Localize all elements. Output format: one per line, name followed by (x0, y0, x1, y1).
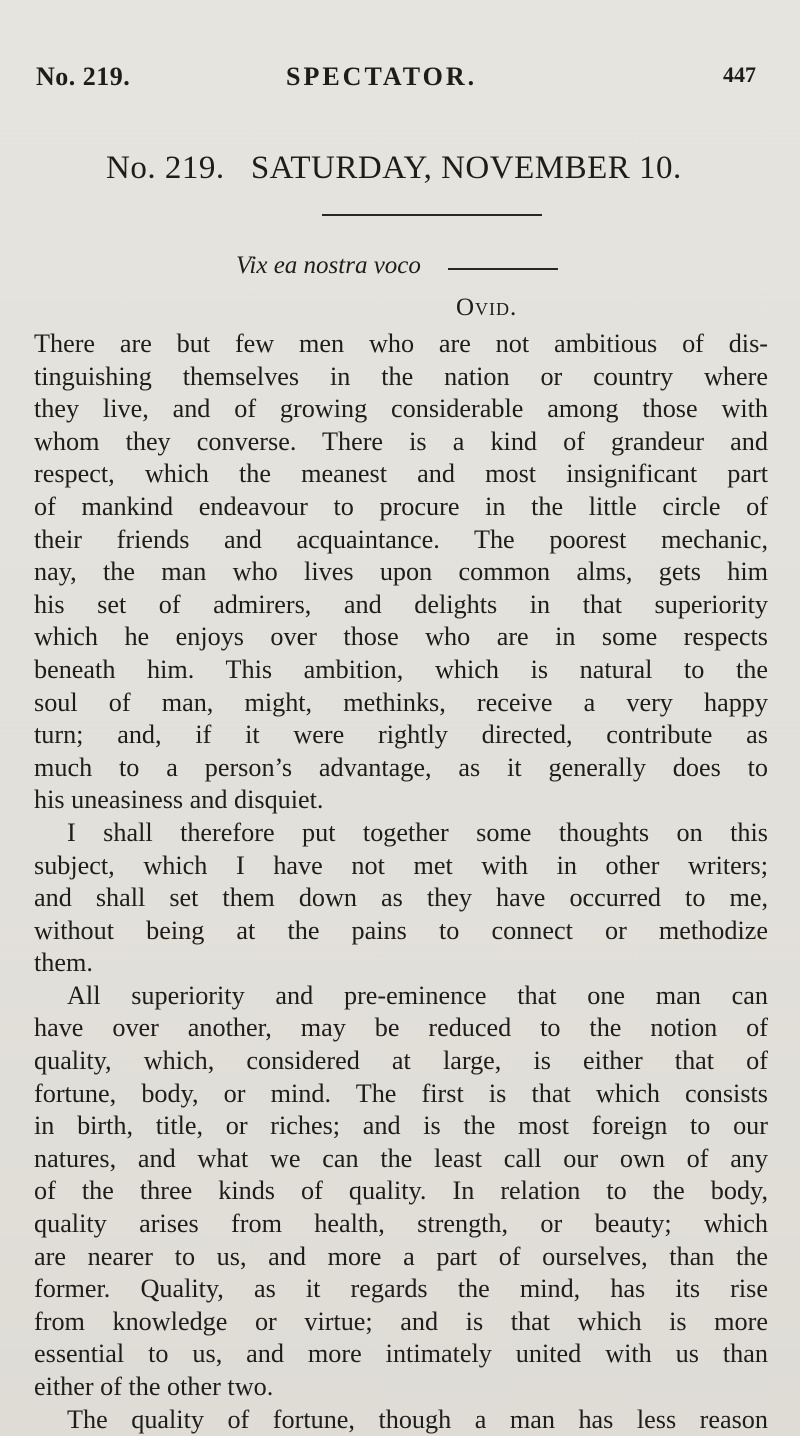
text-line: tinguishing themselves in the nation or country where (34, 361, 768, 391)
running-head (36, 62, 756, 102)
paragraph-1 (34, 328, 768, 817)
text-line: in birth, title, or riches; and is the most foreign to our (34, 1111, 768, 1141)
text-line: their friends and acquaintance. The poorest mechanic, (34, 524, 768, 554)
text-line: of mankind endeavour to procure in the little circle of (34, 491, 768, 521)
text-line: There are but few men who are not ambitious of dis- (34, 329, 768, 358)
text-line: they live, and of growing considerable among those with (34, 394, 768, 424)
text-line: his uneasiness and disquiet. (34, 785, 324, 815)
text-line: respect, which the meanest and most insignificant part (34, 459, 768, 489)
motto-rule (448, 268, 558, 270)
text-line: either of the other two. (34, 1372, 274, 1401)
text-line: fortune, body, or mind. The first is that which consists (34, 1078, 768, 1108)
text-line: his set of admirers, and delights in that superiority (34, 589, 768, 619)
motto: Vix ea nostra voco (236, 252, 421, 279)
text-line: quality arises from health, strength, or beauty; which (34, 1209, 768, 1239)
text-line: them. (34, 948, 93, 978)
essay-body (34, 328, 768, 1436)
text-line: have over another, may be reduced to the notion of (34, 1013, 768, 1043)
paragraph-3 (34, 980, 768, 1404)
motto-attribution: Ovid. (456, 294, 518, 321)
text-line: which he enjoys over those who are in some respects (34, 622, 768, 652)
text-line: subject, which I have not met with in other writers; (34, 850, 768, 880)
paragraph-2 (34, 817, 768, 980)
text-line: whom they converse. There is a kind of grandeur and (34, 426, 768, 456)
text-line: soul of man, might, methinks, receive a very happy (34, 687, 768, 717)
text-line: without being at the pains to connect or methodize (34, 915, 768, 945)
heading-rule (322, 214, 542, 216)
paragraph-4 (34, 1404, 768, 1436)
text-line: natures, and what we can the least call our own of any (34, 1143, 768, 1173)
running-head-number: No. 219. (36, 62, 131, 91)
text-line: I shall therefore put together some thoughts on this (67, 817, 768, 847)
essay-heading: No. 219. SATURDAY, NOVEMBER 10. (106, 150, 682, 186)
text-line: of the three kinds of quality. In relation to the body, (34, 1176, 768, 1206)
text-line: turn; and, if it were rightly directed, contribute as (34, 720, 768, 750)
page-number: 447 (723, 62, 756, 87)
text-line: nay, the man who lives upon common alms, gets him (34, 557, 768, 587)
text-line: beneath him. This ambition, which is natural to the (34, 654, 768, 684)
text-line: are nearer to us, and more a part of ourselves, than the (34, 1241, 768, 1271)
text-line: and shall set them down as they have occurred to me, (34, 883, 768, 913)
text-line: quality, which, considered at large, is either that of (34, 1046, 768, 1076)
text-line: All superiority and pre-eminence that one man can (67, 980, 768, 1010)
running-head-title: SPECTATOR. (286, 62, 478, 91)
text-line: much to a person’s advantage, as it generally does to (34, 752, 768, 782)
text-line: essential to us, and more intimately united with us than (34, 1339, 768, 1369)
text-line: The quality of fortune, though a man has less reason (67, 1404, 768, 1434)
text-line: from knowledge or virtue; and is that which is more (34, 1306, 768, 1336)
text-line: former. Quality, as it regards the mind, has its rise (34, 1274, 768, 1304)
